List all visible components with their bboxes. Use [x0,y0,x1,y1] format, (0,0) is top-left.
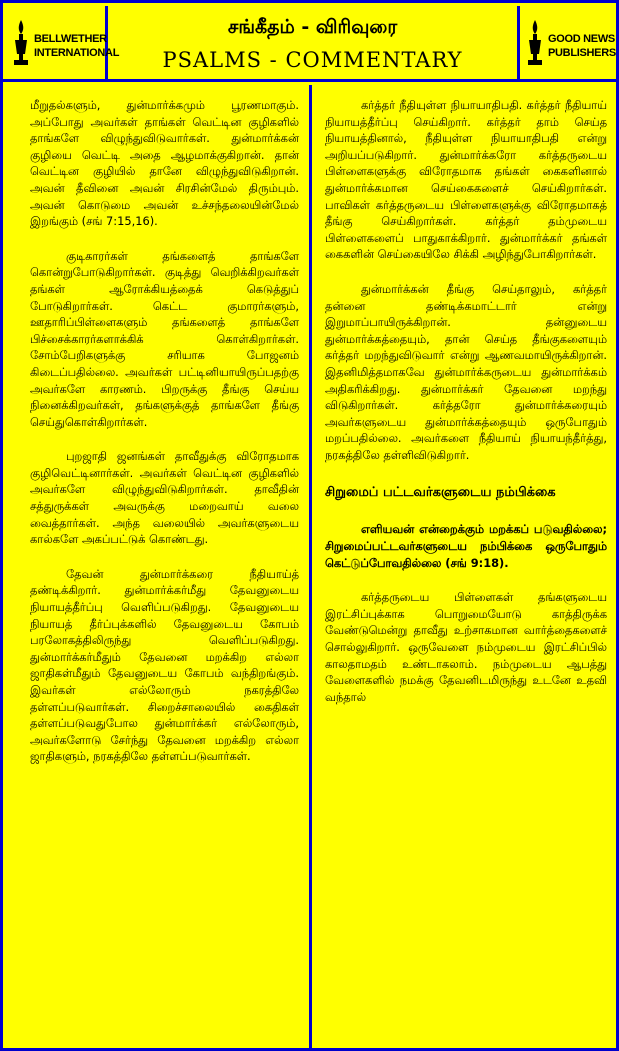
paragraph: கர்த்தர் நீதியுள்ள நியாயாதிபதி. கர்த்தர் நீதியாய் நியாயத்தீர்ப்பு செய்கிறார். கர்த்தர் தாம் செய்த நியாயத்தினால், நீதியுள்ள நியாயாதிபதி என்று அறியப்படுகிறார். துன்மார்க்கரோ கர்த்தருடைய பிள்ளைகளுக்கு விரோதமாக தங்கள் கைகளினால் துன்மார்க்கமான செய்கைகளைச் செய்கிறார்கள். பாவிகள் கர்த்தருடைய பிள்ளைகளுக்கு விரோதமாகத் தீங்கு செய்கிறார்கள். கர்த்தர் தம்முடைய பிள்ளைகளைப் பாதுகாக்கிறார். துன்மார்க்கர் தங்கள் கைகளின் செய்கையிலே சிக்கி அழிந்துபோகிறார்கள். [325,98,607,262]
left-column [6,85,312,1051]
paragraph: குடிகாரர்கள் தங்களைத் தாங்களே கொன்றுபோடுகிறார்கள். குடித்து வெறிக்கிறவர்கள் தங்கள் ஆரோக்கியத்தைக் கெடுத்துப் போடுகிறார்கள். கெட்ட குமாரர்களும், ஊதாரிப்பிள்ளைகளும் தங்களைத் தாங்களே பிச்சைக்காரர்களாக்கிக் கொள்கிறார்கள். சோம்பேறிகளுக்கு சரியாக போஜனம் கிடைப்பதில்லை. அவர்கள் பட்டினியாயிருப்பதற்கு அவர்களே காரணம். பிறருக்கு தீங்கு செய்ய நினைக்கிறவர்கள், தங்களுக்குத் தாங்களே தீங்கு செய்துகொள்கிறார்கள். [30,248,299,429]
page-title [114,6,511,79]
paragraph: கர்த்தருடைய பிள்ளைகள் தங்களுடைய இரட்சிப்புக்காக பொறுமையோடு காத்திருக்க வேண்டுமென்று தாவீது உற்சாகமான வார்த்தைகளைச் சொல்லுகிறார். ஒருவேளை நம்முடைய இரட்சிப்பில் காலதாமதம் உண்டாகலாம். நம்முடைய ஆபத்து வேளைகளில் நமக்கு தேவனிடமிருந்து உடனே உதவி வந்தால் [325,590,607,704]
bellwether-logo [6,6,120,79]
left-logo-line2: INTERNATIONAL [34,47,120,59]
lamp-icon [14,20,28,66]
paragraph: மீறுதல்களும், துன்மார்க்கமும் பூரணமாகும். அப்போது அவர்கள் தாங்கள் வெட்டின குழிகளில் தாங்களே விழுந்துவிடுவார்கள். துன்மார்க்கன் குழியை வெட்டி அதை ஆழமாக்குகிறான். தான் வெட்டின குழியில் தானே விழுந்துவிடுகிறான். அவன் தீவினை அவன் சிரசின்மேல் திரும்பும். அவன் கொடுமை அவன் உச்சந்தலையின்மேல் இறங்கும் (சங் 7:15,16). [30,98,299,229]
paragraph: துன்மார்க்கன் தீங்கு செய்தாலும், கர்த்தர் தன்னை தண்டிக்கமாட்டார் என்று இறுமாப்பாயிருக்கிறான். தன்னுடைய துன்மார்க்கத்தையும், தான் செய்த தீங்குகளையும் கர்த்தர் மறந்துவிடுவார் என்று ஆணவமாயிருக்கிறான். இதனிமித்தமாகவே துன்மார்க்கருடைய துன்மார்க்கம் அதிகரிக்கிறது. துன்மார்க்கர் தேவனை மறந்து விடுகிறார்கள். கர்த்தரோ துன்மார்க்கரையும் அவர்களுடைய துன்மார்க்கத்தையும் ஒருபோதும் மறப்பதில்லை. அவர்களை நீதியாய் நியாயந்தீர்த்து, நரகத்திலே தள்ளிவிடுகிறார். [325,281,607,462]
section-heading: சிறுமைப் பட்டவர்களுடைய நம்பிக்கை [325,485,556,501]
page-header [3,3,619,82]
lamp-icon [528,20,542,66]
left-logo-line1: BELLWETHER [34,33,107,45]
right-column [315,85,619,1051]
right-logo-line2: PUBLISHERS [548,47,616,59]
paragraph: தேவன் துன்மார்க்கரை நீதியாய்த் தண்டிக்கிறார். துன்மார்க்கர்மீது தேவனுடைய நியாயத்தீர்ப்பு வெளிப்படுகிறது. தேவனுடைய நியாயத் தீர்ப்புக்களில் தேவனுடைய கோபம் பரலோகத்திலிருந்து வெளிப்படுகிறது. துன்மார்க்கர்மீதும் தேவனை மறக்கிற எல்லா ஜாதிகள்மீதும் தேவனுடைய கோபம் வந்திறங்கும். இவர்கள் எல்லோரும் நகரத்திலே தள்ளப்படுவார்கள். சிறைச்சாலையில் கைதிகள் தள்ளப்படுவதுபோல துன்மார்க்கர் எல்லோரும், அவர்களோடு சேர்ந்து தேவனை மறக்கிற எல்லா ஜாதிகளும், நரகத்திலே தள்ளப்படுவார்கள். [30,566,299,764]
good-news-logo [517,6,619,79]
scripture-quote: எளியவன் என்றைக்கும் மறக்கப் படுவதில்லை; சிறுமைப்பட்டவர்களுடைய நம்பிக்கை ஒருபோதும் கெட்டுப்போவதில்லை (சங் 9:18). [325,522,607,570]
paragraph: புறஜாதி ஜனங்கள் தாவீதுக்கு விரோதமாக குழிவெட்டினார்கள். அவர்கள் வெட்டின குழிகளில் அவர்களே விழுந்துவிடுகிறார்கள். தாவீதின் சத்துருக்கள் அவருக்கு மறைவாய் வலை வைத்தார்கள். அந்த வலையில் அவர்களுடைய கால்களே அகப்பட்டுக் கொண்டது. [30,449,299,547]
title-tamil: சங்கீதம் - விரிவுரை [227,16,398,38]
title-english: PSALMS - COMMENTARY [162,48,463,72]
right-logo-line1: GOOD NEWS [548,33,615,45]
